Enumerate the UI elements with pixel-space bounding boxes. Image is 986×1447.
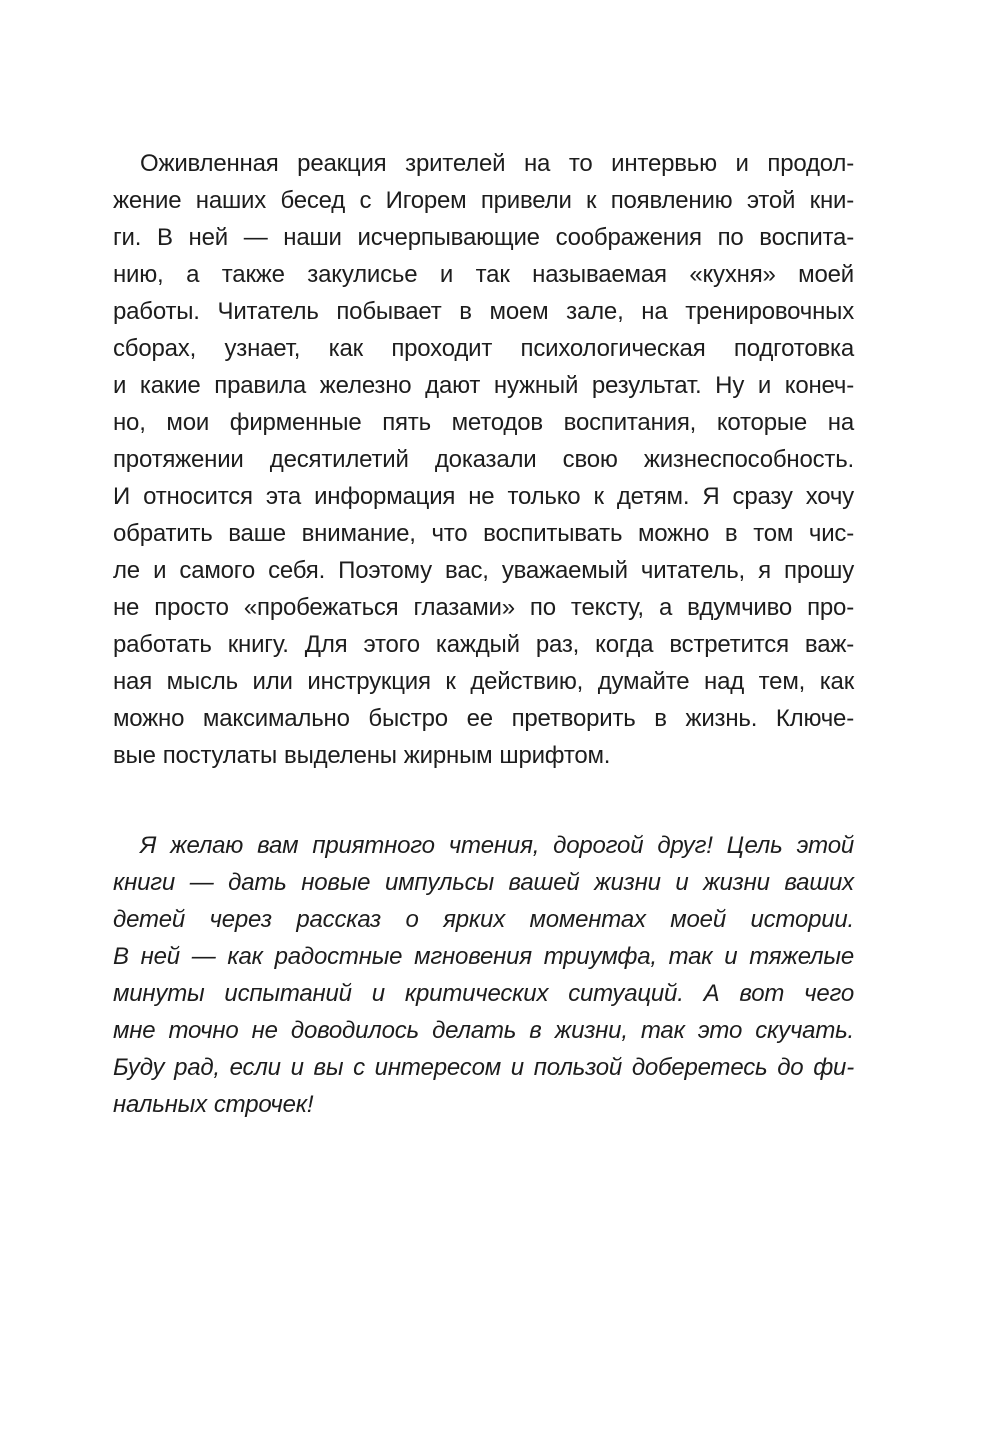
text-line: вые постулаты выделены жирным шрифтом. [113, 742, 611, 769]
text-line: Буду рад, если и вы с интересом и пользой доберетесь до фи- [113, 1054, 854, 1081]
text-line: и какие правила железно дают нужный результат. Ну и конеч- [113, 372, 854, 399]
text-line: ная мысль или инструкция к действию, думайте над тем, как [113, 668, 854, 695]
text-line: обратить ваше внимание, что воспитывать можно в том чис- [113, 520, 854, 547]
text-block [113, 145, 854, 1123]
text-line: нальных строчек! [113, 1091, 314, 1118]
text-line: минуты испытаний и критических ситуаций. А вот чего [113, 980, 854, 1007]
text-line: работы. Читатель побывает в моем зале, на тренировочных [113, 298, 854, 325]
text-line: мне точно не доводилось делать в жизни, так это скучать. [113, 1017, 854, 1044]
text-line: работать книгу. Для этого каждый раз, когда встретится важ- [113, 631, 854, 658]
text-line: книги — дать новые импульсы вашей жизни и жизни ваших [113, 869, 854, 896]
text-line: Я желаю вам приятного чтения, дорогой друг! Цель этой [140, 832, 854, 859]
text-line: но, мои фирменные пять методов воспитания, которые на [113, 409, 854, 436]
text-line: Оживленная реакция зрителей на то интервью и продол- [140, 150, 854, 177]
text-line: можно максимально быстро ее претворить в жизнь. Ключе- [113, 705, 854, 732]
text-line: ги. В ней — наши исчерпывающие соображения по воспита- [113, 224, 854, 251]
text-line: ле и самого себя. Поэтому вас, уважаемый читатель, я прошу [113, 557, 854, 584]
text-line: протяжении десятилетий доказали свою жизнеспособность. [113, 446, 854, 473]
text-line: нию, а также закулисье и так называемая «кухня» моей [113, 261, 854, 288]
text-line: детей через рассказ о ярких моментах моей истории. [113, 906, 854, 933]
text-line: И относится эта информация не только к детям. Я сразу хочу [113, 483, 854, 510]
text-line: сборах, узнает, как проходит психологическая подготовка [113, 335, 854, 362]
paragraph-wish [113, 827, 854, 1123]
text-line: жение наших бесед с Игорем привели к появлению этой кни- [113, 187, 854, 214]
paragraph-intro [113, 145, 854, 774]
text-line: не просто «пробежаться глазами» по тексту, а вдумчиво про- [113, 594, 854, 621]
text-line: В ней — как радостные мгновения триумфа, так и тяжелые [113, 943, 854, 970]
